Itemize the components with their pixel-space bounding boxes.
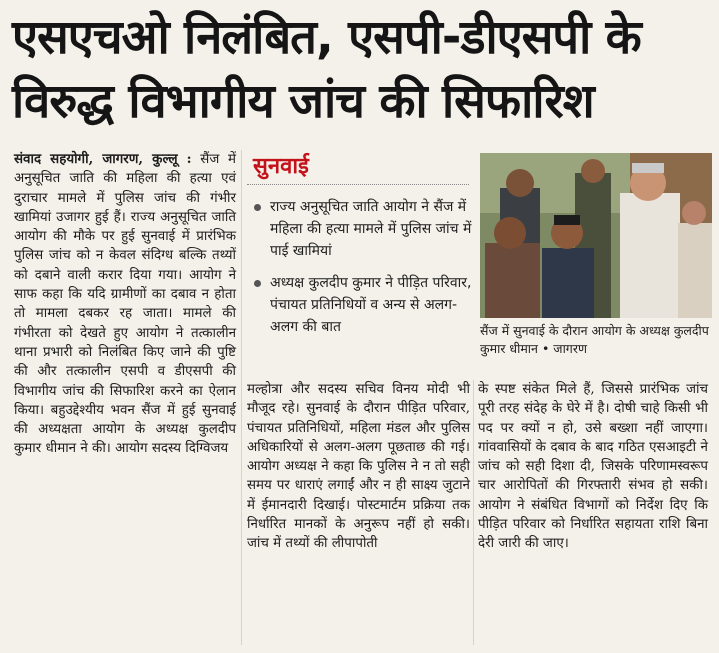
hearing-title: सुनवाई: [253, 154, 309, 179]
photo-caption: सैंज में सुनवाई के दौरान आयोग के अध्यक्ष कुलदीप कुमार धीमान • जागरण: [480, 323, 709, 356]
hearing-divider: [247, 184, 469, 185]
hearing-bullet: [252, 272, 472, 338]
headline-line-1: एसएचओ निलंबित, एसपी-डीएसपी के: [12, 10, 641, 65]
byline: संवाद सहयोगी, जागरण, कुल्लू :: [14, 151, 192, 167]
photo-illustration: [480, 153, 712, 318]
bullet-dot-icon: [254, 280, 261, 287]
article-column-3: के स्पष्ट संकेत मिले हैं, जिससे प्रारंभिक जांच पूरी तरह संदेह के घेरे में है। दोषी चाहे किसी भी पद पर क्यों न हो, उसे बख्शा नहीं जाएगा। गांववासियों के दबाव के बाद गठित एसआइटी ने जांच को सही दिशा दी, जिसके परिणामस्वरूप चार आरोपितों की गिरफ्तारी संभव हो सकी। आयोग ने संबंधित विभागों को निर्देश दिए कि पीड़ित परिवार को निर्धारित सहायता राशि बिना देरी जारी की जाए।: [478, 382, 708, 552]
bullet-dot-icon: [254, 204, 261, 211]
article-column-2: मल्होत्रा और सदस्य सचिव विनय मोदी भी मौजूद रहे। सुनवाई के दौरान पीड़ित परिवार, पंचायत प्रतिनिधियों, महिला मंडल और पुलिस अधिकारियों से अलग-अलग पूछताछ की गई। आयोग अध्यक्ष ने कहा कि पुलिस ने न तो सही समय पर धाराएं लगाईं और न ही साक्ष्य जुटाने में ईमानदारी दिखाई। पोस्टमार्टम प्रक्रिया तक निर्धारित मानकों के अनुरूप नहीं हो सकी। जांच में तथ्यों की लीपापोती: [247, 382, 470, 552]
column-divider: [473, 380, 474, 645]
hearing-bullets: [252, 196, 472, 348]
hearing-bullet: [252, 196, 472, 262]
article-text-1: सैंज में अनुसूचित जाति की महिला की हत्या एवं दुराचार मामले में पुलिस जांच की गंभीर खामियां उजागर हुई हैं। राज्य अनुसूचित जाति आयोग की मौके पर हुई सुनवाई में प्रारंभिक पुलिस जांच को न केवल संदिग्ध बल्कि तथ्यों को दबाने वाली करार दिया गया। आयोग ने साफ कहा कि यदि ग्रामीणों का दबाव न होता तो मामला दबकर रह जाता। मामले की गंभीरता को देखते हुए आयोग ने तत्कालीन थाना प्रभारी को निलंबित किए जाने की पुष्टि की और तत्कालीन एसपी व डीएसपी की विभागीय जांच की सिफारिश करने का ऐलान किया। बहुउद्देश्यीय भवन सैंज में हुई सुनवाई की अध्यक्षता आयोग के अध्यक्ष कुलदीप कुमार धीमान ने की। आयोग सदस्य दिग्विजय: [14, 152, 236, 457]
hearing-bullet-text: राज्य अनुसूचित जाति आयोग ने सैंज में महिला की हत्या मामले में पुलिस जांच में पाई खामियां: [270, 199, 472, 259]
article-column-1: [14, 150, 236, 459]
headline: [12, 6, 712, 134]
news-photo: [480, 153, 712, 318]
hearing-bullet-text: अध्यक्ष कुलदीप कुमार ने पीड़ित परिवार, पंचायत प्रतिनिधियों व अन्य से अलग-अलग की बात: [270, 275, 472, 335]
column-divider: [241, 150, 242, 645]
headline-line-2: विरुद्ध विभागीय जांच की सिफारिश: [12, 74, 594, 129]
